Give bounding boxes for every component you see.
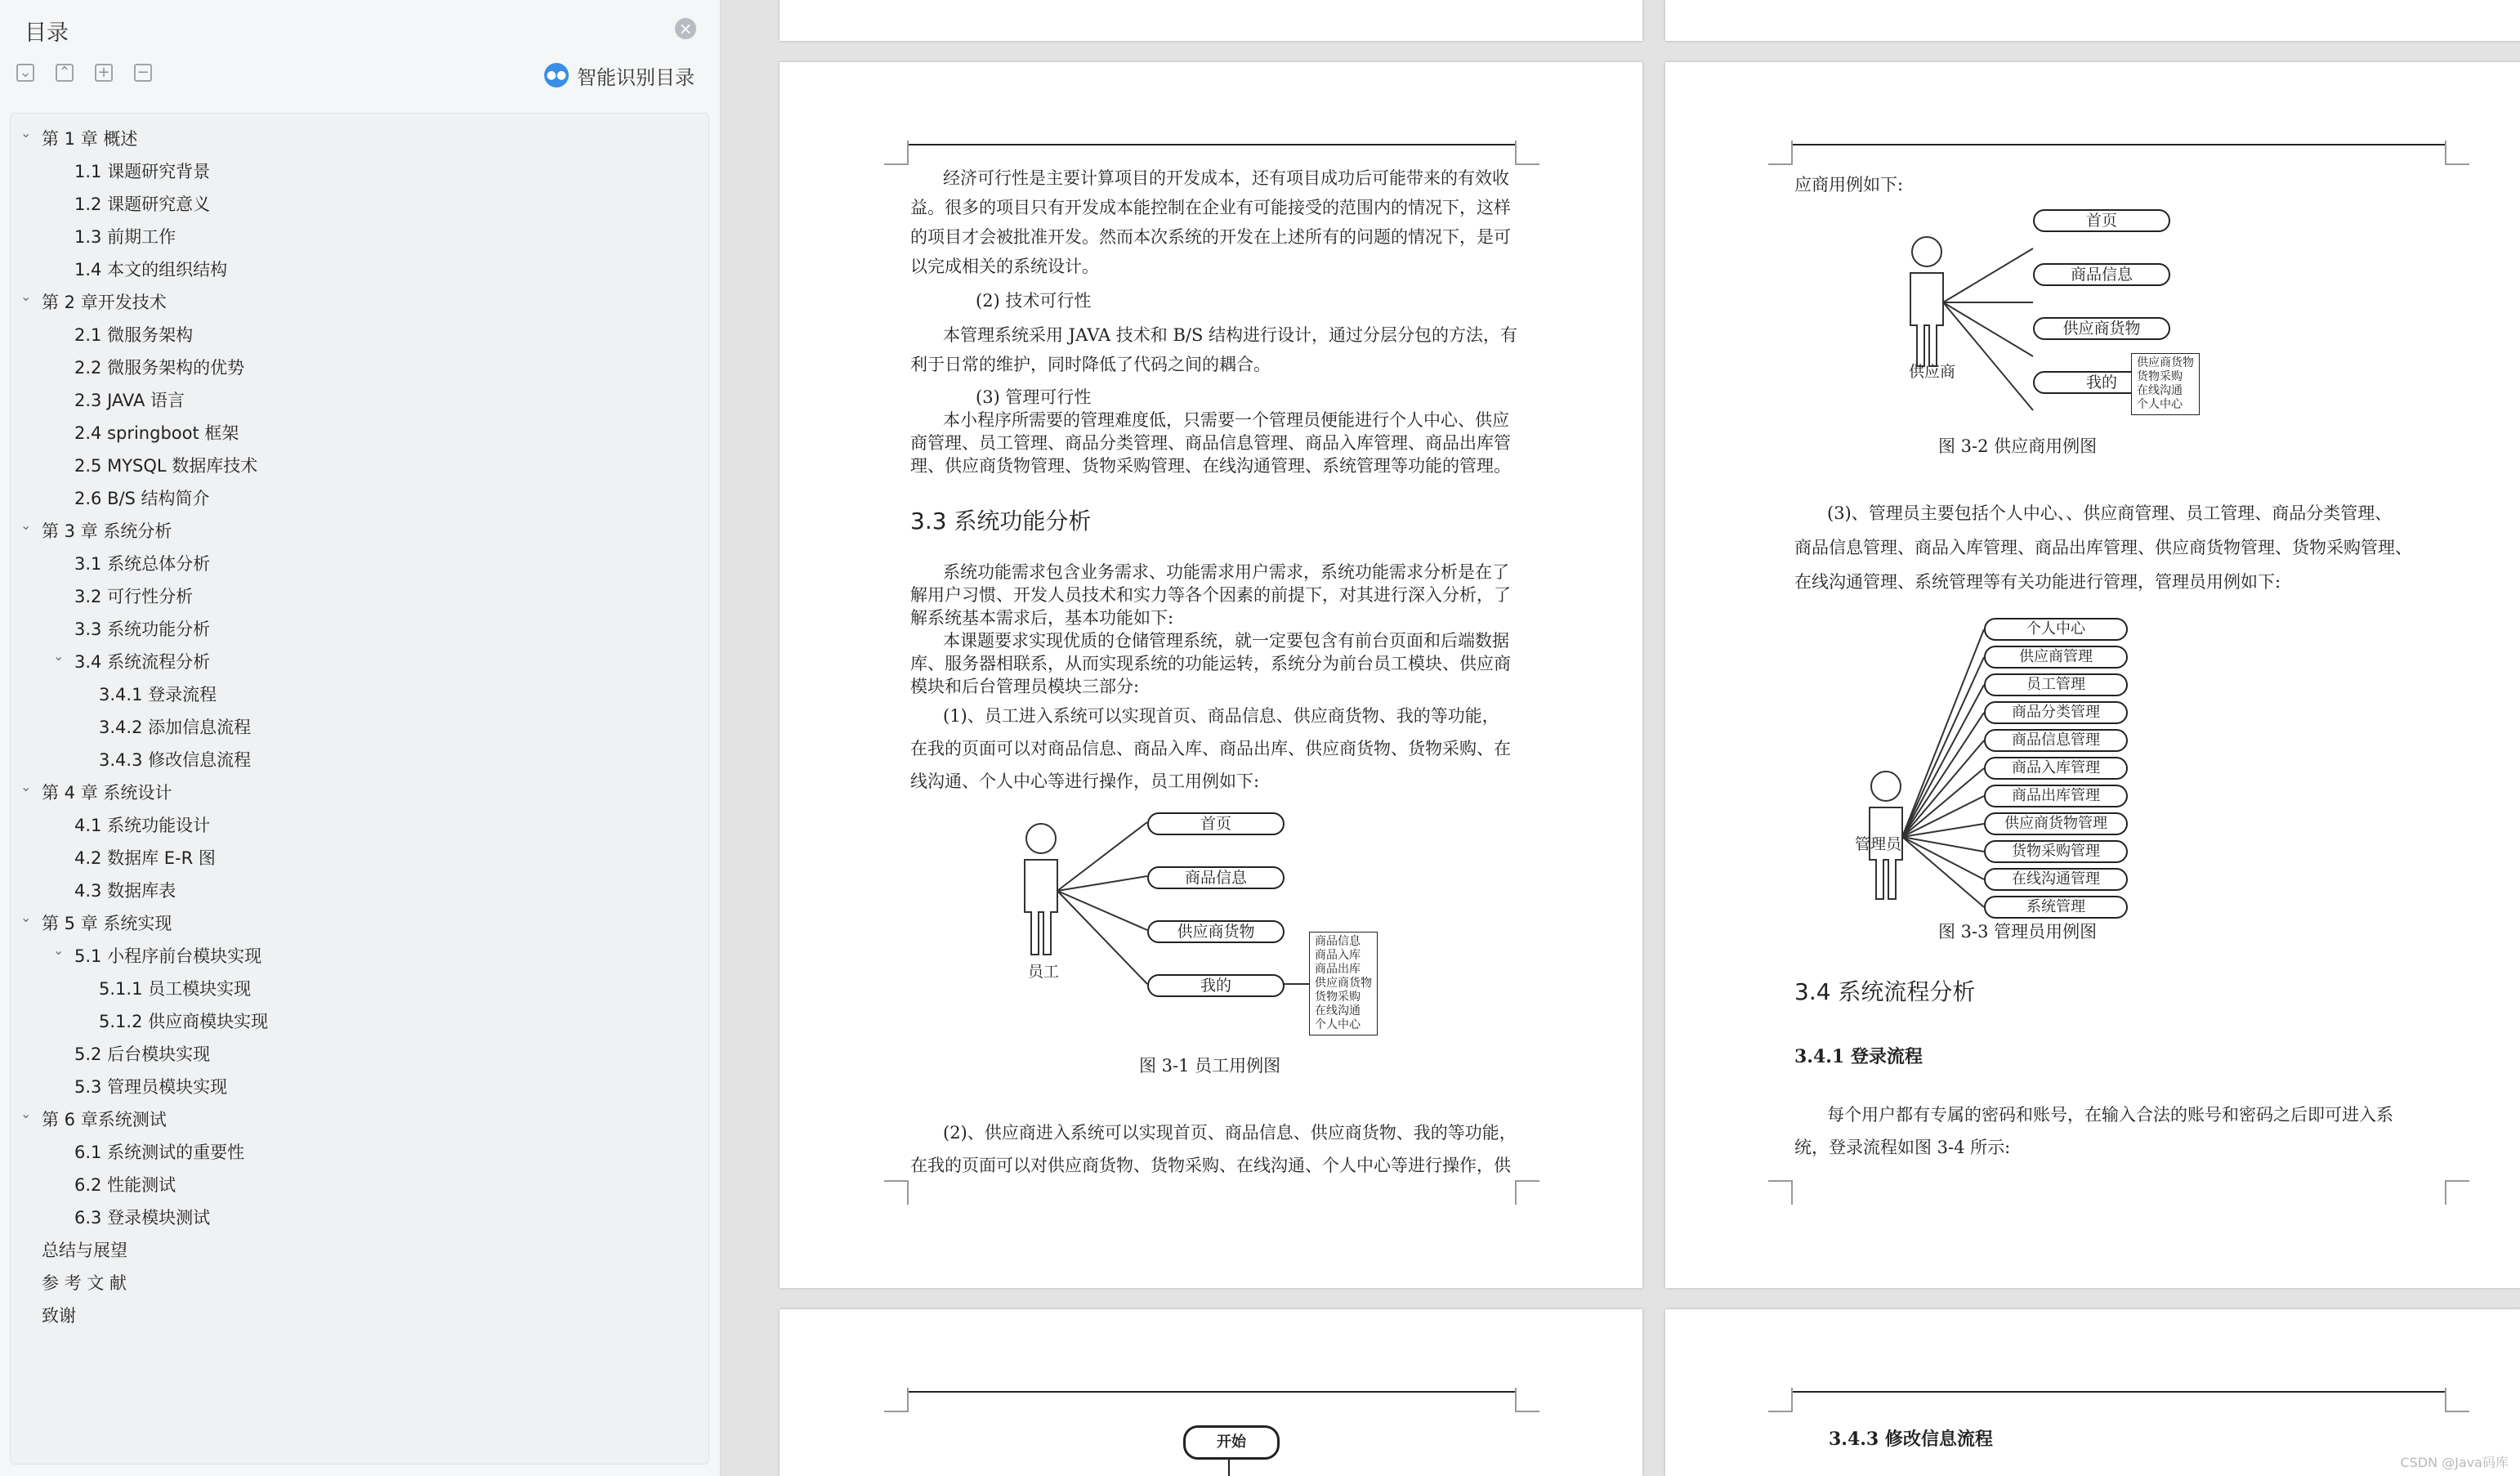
- ai-icon: ●●: [544, 63, 569, 87]
- add-entry-icon[interactable]: +: [95, 64, 113, 82]
- crop-mark: [1768, 141, 1793, 165]
- paragraph-line: (1)、员工进入系统可以实现首页、商品信息、供应商货物、我的等功能，: [943, 706, 1499, 726]
- note-line: 供应商货物: [1315, 977, 1372, 990]
- paragraph-line: 的项目才会被批准开发。然而本次系统的开发在上述所有的问题的情况下，是可: [910, 227, 1511, 247]
- use-case: 我的: [2033, 371, 2170, 394]
- close-icon[interactable]: ×: [675, 18, 696, 39]
- toc-item[interactable]: 3.3 系统功能分析: [74, 619, 211, 639]
- use-case: 供应商货物: [2033, 317, 2170, 340]
- actor-label: 员工: [1028, 963, 1060, 981]
- paragraph-line: 线沟通、个人中心等进行操作，员工用例如下:: [910, 772, 1260, 791]
- collapse-all-icon[interactable]: ⌃: [56, 64, 74, 82]
- subsection-heading: 3.4.3 修改信息流程: [1829, 1429, 1993, 1450]
- chevron-down-icon[interactable]: ⌄: [20, 779, 32, 794]
- use-case: 商品信息: [2033, 263, 2170, 286]
- paragraph-line: 经济可行性是主要计算项目的开发成本，还有项目成功后可能带来的有效收: [943, 168, 1509, 188]
- chevron-down-icon[interactable]: ⌄: [20, 517, 32, 533]
- toc-sidebar: [0, 0, 721, 1476]
- use-case: 我的: [1147, 974, 1285, 997]
- chevron-down-icon[interactable]: ⌄: [20, 1106, 32, 1121]
- header-rule: [1791, 1391, 2445, 1393]
- association-line: [1902, 740, 1984, 837]
- crop-mark: [2445, 1388, 2469, 1412]
- note-line: 供应商货物: [2137, 356, 2194, 369]
- sidebar-title: 目录: [25, 20, 69, 46]
- toc-item[interactable]: 5.3 管理员模块实现: [74, 1077, 228, 1097]
- expand-all-icon[interactable]: ⌄: [16, 64, 34, 82]
- paragraph-line: 解用户习惯、开发人员技术和实力等各个因素的前提下，对其进行深入分析，了: [910, 585, 1511, 605]
- use-case: 员工管理: [1984, 673, 2128, 696]
- use-case: 系统管理: [1984, 896, 2128, 919]
- crop-mark: [1515, 141, 1539, 165]
- note-line: 货物采购: [2137, 370, 2183, 383]
- toc-item[interactable]: 1.1 课题研究背景: [74, 162, 211, 181]
- figure-caption: 图 3-1 员工用例图: [1139, 1056, 1281, 1076]
- page-next-left: [780, 1309, 1642, 1476]
- paragraph-line: 本课题要求实现优质的仓储管理系统，就一定要包含有前台页面和后端数据: [943, 631, 1509, 651]
- toc-item[interactable]: 2.1 微服务架构: [74, 325, 194, 345]
- crop-mark: [884, 1388, 909, 1412]
- toc-item[interactable]: 4.1 系统功能设计: [74, 816, 211, 835]
- page-right: [1665, 62, 2520, 1288]
- use-case: 货物采购管理: [1984, 840, 2128, 863]
- paragraph-line: 在线沟通管理、系统管理等有关功能进行管理，管理员用例如下:: [1794, 572, 2281, 592]
- crop-mark: [1768, 1388, 1793, 1412]
- paragraph-line: 商品信息管理、商品入库管理、商品出库管理、供应商货物管理、货物采购管理、: [1794, 538, 2412, 557]
- toc-item[interactable]: 第 6 章系统测试: [42, 1110, 167, 1129]
- remove-entry-icon[interactable]: −: [134, 64, 152, 82]
- header-rule: [1791, 144, 2445, 145]
- note-line: 在线沟通: [2137, 384, 2183, 397]
- association-line: [1902, 837, 1984, 907]
- toc-item[interactable]: 3.1 系统总体分析: [74, 554, 211, 574]
- section-heading: 3.3 系统功能分析: [910, 508, 1092, 534]
- toc-item[interactable]: 第 2 章开发技术: [42, 293, 167, 312]
- toc-item[interactable]: 2.3 JAVA 语言: [74, 391, 185, 410]
- note-line: 商品入库: [1315, 949, 1361, 962]
- toc-item[interactable]: 2.5 MYSQL 数据库技术: [74, 456, 258, 476]
- paragraph-line: (2)、供应商进入系统可以实现首页、商品信息、供应商货物、我的等功能，: [943, 1123, 1517, 1143]
- use-case: 商品信息: [1147, 866, 1285, 889]
- use-case: 商品出库管理: [1984, 785, 2128, 807]
- actor-label: 管理员: [1855, 835, 1902, 853]
- chevron-down-icon[interactable]: ⌄: [20, 910, 32, 925]
- figure-caption: 图 3-2 供应商用例图: [1938, 436, 2098, 456]
- paragraph-line: 在我的页面可以对供应商货物、货物采购、在线沟通、个人中心等进行操作，供: [910, 1156, 1511, 1175]
- use-case-note: [1309, 932, 1378, 1035]
- chevron-down-icon[interactable]: ⌄: [53, 942, 65, 958]
- page-next-right: [1665, 1309, 2520, 1476]
- crop-mark: [2445, 141, 2469, 165]
- toc-item[interactable]: 2.4 springboot 框架: [74, 423, 239, 443]
- toc-item[interactable]: 致谢: [42, 1306, 76, 1326]
- use-case: 在线沟通管理: [1984, 868, 2128, 891]
- toc-item[interactable]: 第 5 章 系统实现: [42, 914, 172, 933]
- paragraph-line: 每个用户都有专属的密码和账号，在输入合法的账号和密码之后即可进入系: [1827, 1105, 2393, 1125]
- paragraph-line: 益。很多的项目只有开发成本能控制在企业有可能接受的范围内的情况下，这样: [910, 198, 1511, 217]
- toc-item[interactable]: 5.1 小程序前台模块实现: [74, 946, 262, 966]
- paragraph-line: 本管理系统采用 JAVA 技术和 B/S 结构进行设计，通过分层分包的方法，有: [943, 325, 1518, 345]
- toc-item[interactable]: 3.4 系统流程分析: [74, 652, 211, 672]
- chevron-down-icon[interactable]: ⌄: [53, 648, 65, 664]
- smart-toc-button[interactable]: [544, 62, 695, 88]
- association-line: [1902, 685, 1984, 837]
- crop-mark: [1515, 1180, 1539, 1205]
- flow-connector: [1228, 1460, 1230, 1476]
- paragraph-line: 模块和后台管理员模块三部分:: [910, 677, 1140, 696]
- toc-item[interactable]: 1.4 本文的组织结构: [74, 260, 228, 280]
- section-heading: 3.4 系统流程分析: [1794, 978, 1976, 1005]
- toc-item[interactable]: 第 3 章 系统分析: [42, 521, 172, 541]
- toc-item[interactable]: 2.2 微服务架构的优势: [74, 358, 245, 378]
- toc-item[interactable]: 5.1.2 供应商模块实现: [99, 1012, 269, 1031]
- subheading: (3) 管理可行性: [976, 387, 1092, 407]
- use-case: 首页: [1147, 812, 1285, 835]
- crop-mark: [1515, 1388, 1539, 1412]
- subheading: (2) 技术可行性: [976, 291, 1092, 311]
- toc-item[interactable]: 1.3 前期工作: [74, 227, 176, 247]
- toc-item[interactable]: 4.2 数据库 E-R 图: [74, 848, 216, 868]
- crop-mark: [2445, 1180, 2469, 1205]
- use-case: 供应商货物管理: [1984, 812, 2128, 835]
- toc-item[interactable]: 3.4.2 添加信息流程: [99, 718, 252, 737]
- paragraph-line: 以完成相关的系统设计。: [910, 257, 1099, 276]
- note-line: 商品出库: [1315, 963, 1361, 976]
- use-case: 商品分类管理: [1984, 701, 2128, 724]
- paragraph-line: 解系统基本需求后，基本功能如下:: [910, 608, 1174, 628]
- note-line: 个人中心: [2137, 398, 2183, 411]
- toc-item[interactable]: 总结与展望: [42, 1241, 127, 1260]
- use-case: 首页: [2033, 209, 2170, 232]
- paragraph-line: 本小程序所需要的管理难度低，只需要一个管理员便能进行个人中心、供应: [943, 410, 1509, 430]
- chevron-down-icon[interactable]: ⌄: [20, 288, 32, 304]
- association-line: [1902, 657, 1984, 837]
- note-line: 个人中心: [1315, 1018, 1361, 1031]
- paragraph-line: 应商用例如下:: [1794, 175, 1904, 195]
- use-case: 供应商货物: [1147, 920, 1285, 943]
- header-rule: [907, 144, 1515, 145]
- toc-item[interactable]: 3.2 可行性分析: [74, 587, 194, 606]
- toc-item[interactable]: 第 4 章 系统设计: [42, 783, 172, 803]
- crop-mark: [884, 141, 909, 165]
- note-line: 在线沟通: [1315, 1004, 1361, 1018]
- crop-mark: [884, 1180, 909, 1205]
- use-case: 商品信息管理: [1984, 729, 2128, 752]
- toc-item[interactable]: 3.4.3 修改信息流程: [99, 750, 252, 770]
- paragraph-line: 库、服务器相联系，从而实现系统的功能运转，系统分为前台员工模块、供应商: [910, 654, 1511, 673]
- flow-start-node: 开始: [1183, 1425, 1280, 1460]
- toc-item[interactable]: 1.2 课题研究意义: [74, 195, 211, 214]
- header-rule: [907, 1391, 1515, 1393]
- toc-item[interactable]: 3.4.1 登录流程: [99, 685, 217, 704]
- note-line: 商品信息: [1315, 935, 1361, 948]
- paragraph-line: 统，登录流程如图 3-4 所示:: [1794, 1138, 2011, 1157]
- toc-item[interactable]: 6.1 系统测试的重要性: [74, 1143, 245, 1162]
- subsection-heading: 3.4.1 登录流程: [1794, 1046, 1923, 1067]
- page-previous-left: [780, 0, 1642, 41]
- note-line: 货物采购: [1315, 991, 1361, 1004]
- paragraph-line: 利于日常的维护，同时降低了代码之间的耦合。: [910, 355, 1271, 374]
- association-line: [1902, 629, 1984, 837]
- document-viewer[interactable]: [721, 0, 2520, 1476]
- use-case-note: [2131, 353, 2200, 415]
- toc-item[interactable]: 4.3 数据库表: [74, 881, 176, 901]
- paragraph-line: 在我的页面可以对商品信息、商品入库、商品出库、供应商货物、货物采购、在: [910, 739, 1511, 758]
- page-previous-right: [1665, 0, 2520, 41]
- paragraph-line: (3)、管理员主要包括个人中心、、供应商管理、员工管理、商品分类管理、: [1827, 503, 2393, 523]
- paragraph-line: 系统功能需求包含业务需求、功能需求用户需求，系统功能需求分析是在了: [943, 562, 1509, 582]
- use-case: 供应商管理: [1984, 646, 2128, 669]
- use-case: 商品入库管理: [1984, 757, 2128, 780]
- toc-item[interactable]: 第 1 章 概述: [42, 129, 138, 149]
- crop-mark: [1768, 1180, 1793, 1205]
- toc-list: [10, 113, 709, 1465]
- toc-item[interactable]: 6.3 登录模块测试: [74, 1208, 211, 1228]
- paragraph-line: 理、供应商货物管理、货物采购管理、在线沟通管理、系统管理等功能的管理。: [910, 456, 1511, 476]
- chevron-down-icon[interactable]: ⌄: [20, 125, 32, 141]
- toc-item[interactable]: 5.1.1 员工模块实现: [99, 979, 252, 999]
- figure-caption: 图 3-3 管理员用例图: [1938, 922, 2098, 942]
- use-case: 个人中心: [1984, 618, 2128, 641]
- toc-item[interactable]: 参 考 文 献: [42, 1273, 127, 1293]
- toc-item[interactable]: 6.2 性能测试: [74, 1175, 176, 1195]
- actor-label: 供应商: [1909, 363, 1956, 381]
- paragraph-line: 商管理、员工管理、商品分类管理、商品信息管理、商品入库管理、商品出库管: [910, 433, 1511, 453]
- page-left: [780, 62, 1642, 1288]
- smart-toc-label: 智能识别目录: [577, 65, 695, 89]
- watermark: CSDN @Java码库: [2400, 1455, 2509, 1470]
- toc-item[interactable]: 2.6 B/S 结构简介: [74, 489, 210, 508]
- toc-item[interactable]: 5.2 后台模块实现: [74, 1044, 211, 1064]
- association-line: [1902, 837, 1984, 852]
